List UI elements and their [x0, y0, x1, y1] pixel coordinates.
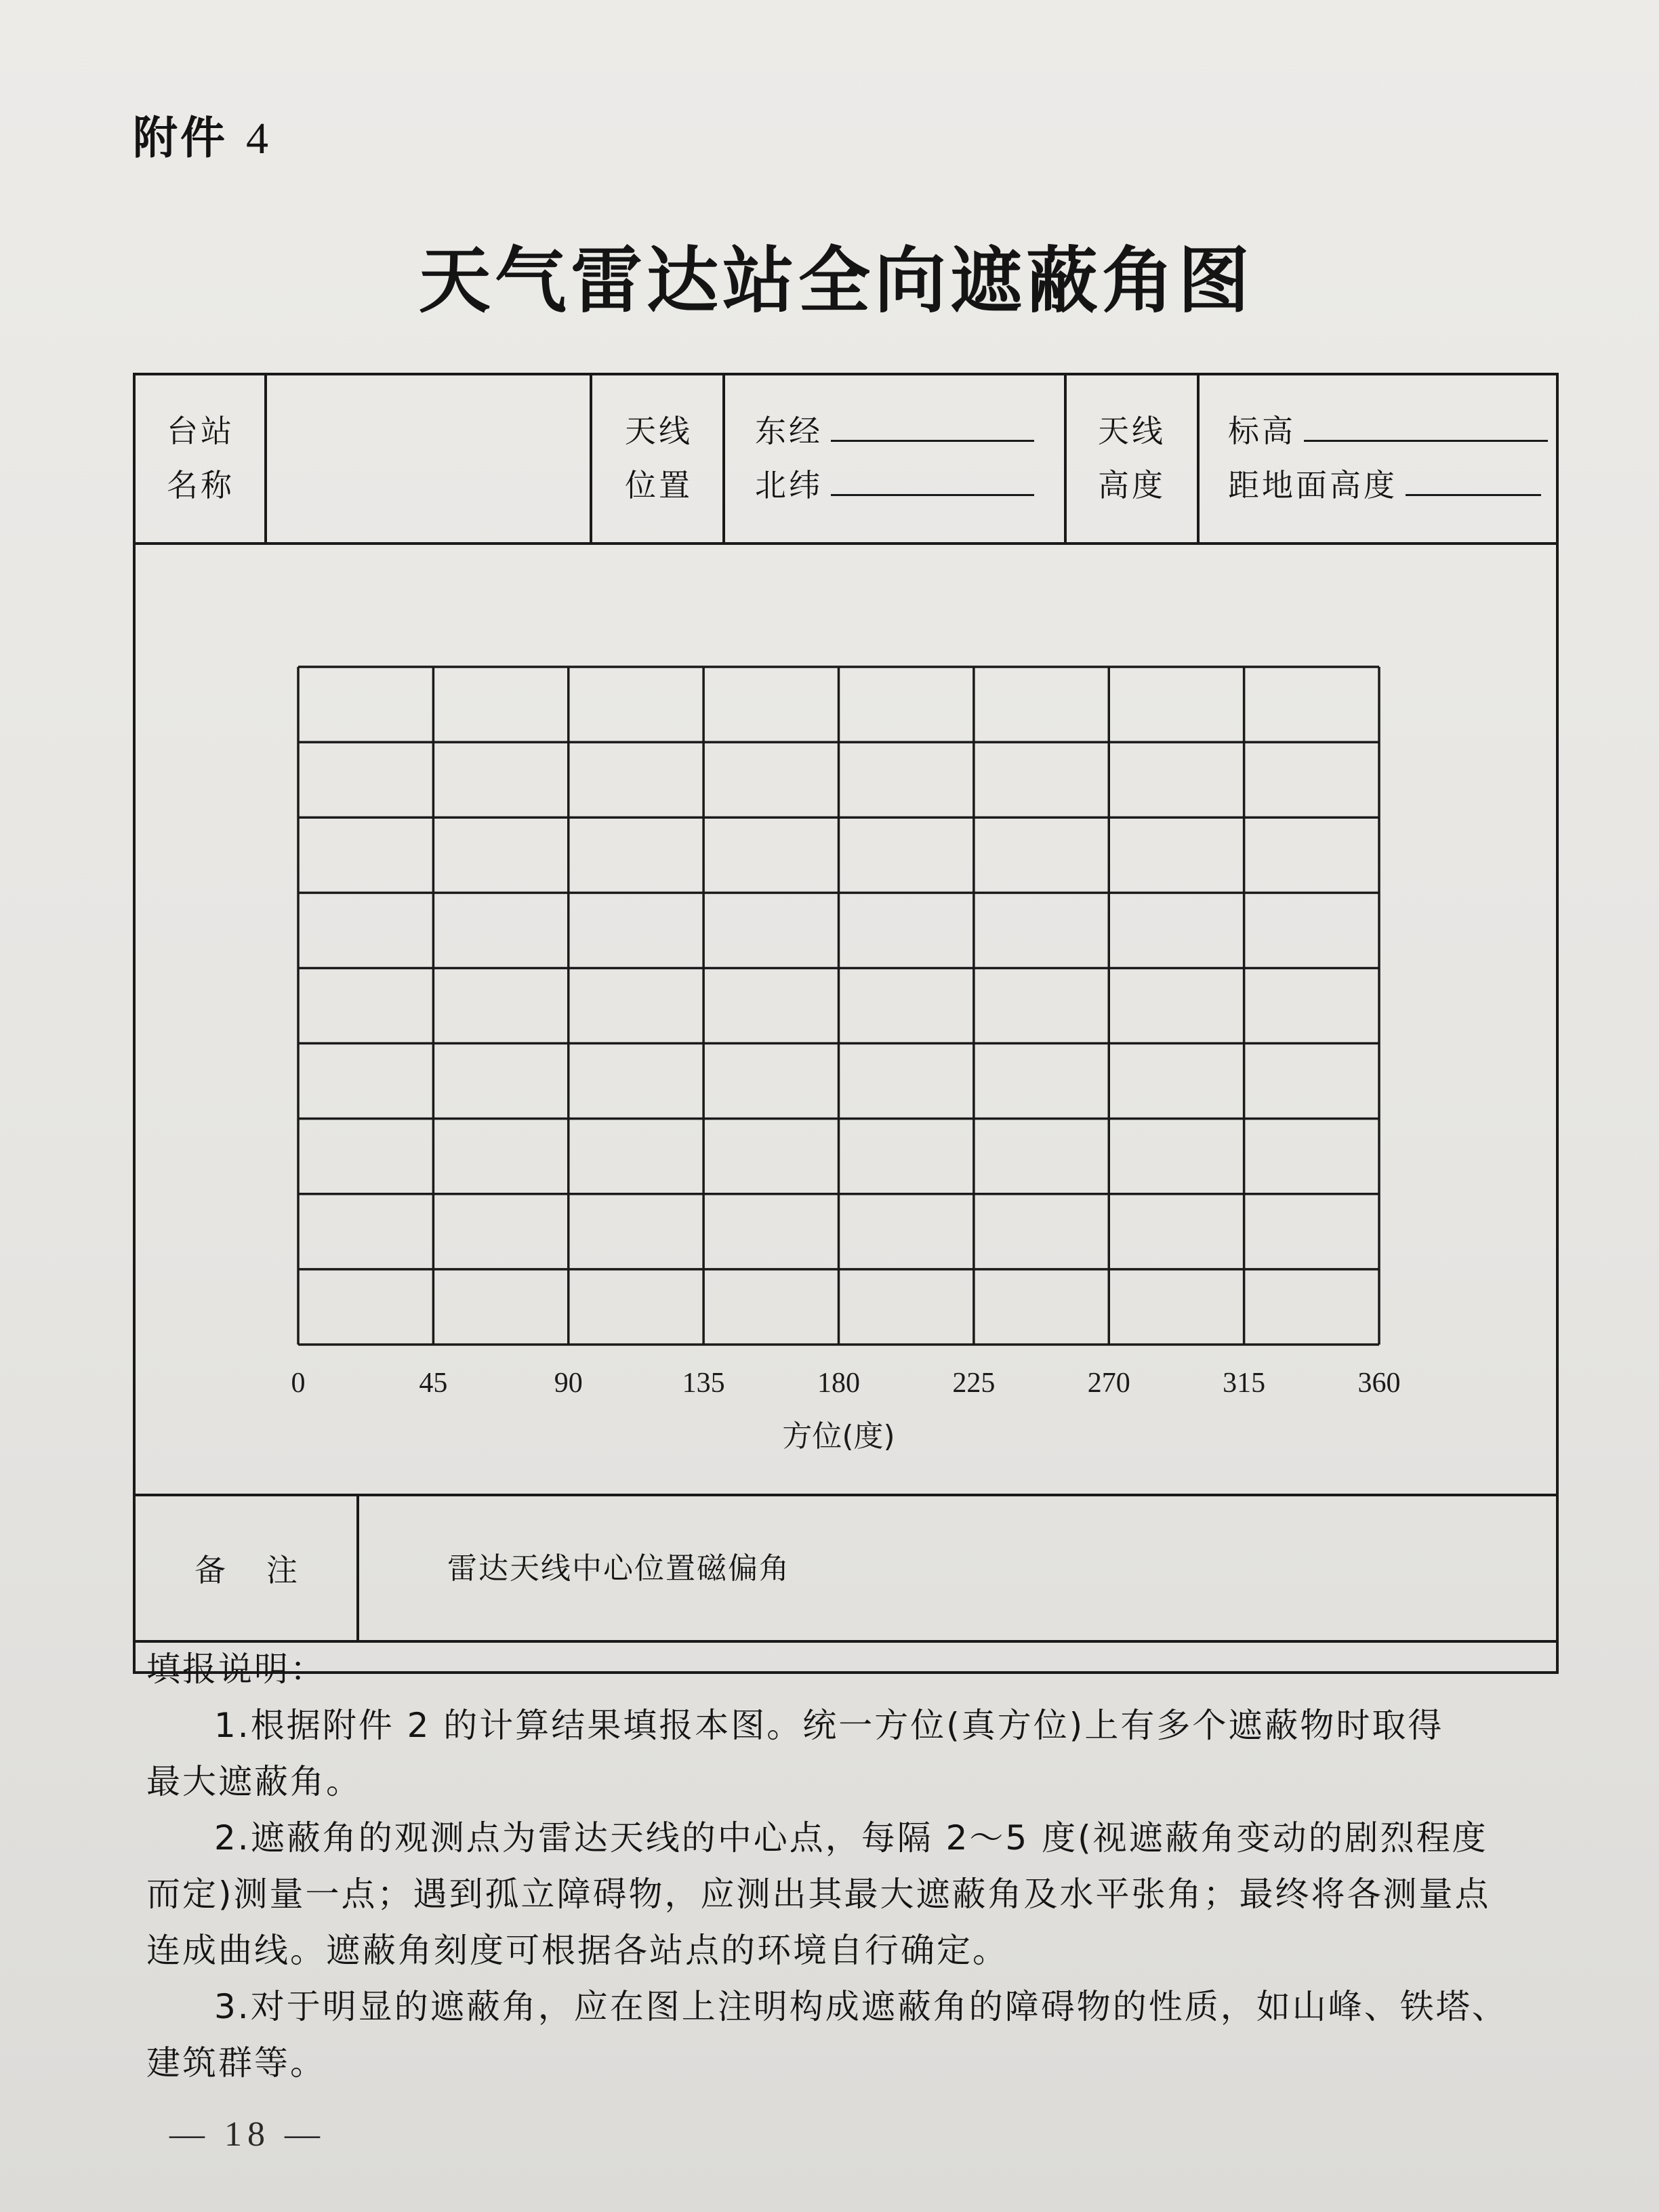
x-tick-label: 180: [817, 1368, 860, 1399]
ground-height-blank[interactable]: [1406, 460, 1541, 496]
instruction-item-2-cont: 而定)测量一点；遇到孤立障碍物，应测出其最大遮蔽角及水平张角；最终将各测量点: [146, 1875, 1491, 1914]
x-tick-label: 135: [682, 1368, 725, 1399]
chart-area: [136, 545, 1556, 1494]
station-info-row: [136, 375, 1556, 545]
instruction-item-1-cont: 最大遮蔽角。: [146, 1762, 362, 1801]
x-tick-label: 270: [1087, 1368, 1130, 1399]
longitude-field[interactable]: [755, 404, 1034, 458]
x-tick-label: 0: [291, 1368, 306, 1399]
station-name-label: 台站 名称: [167, 413, 234, 504]
magnetic-declination-label: 雷达天线中心位置磁偏角: [447, 1551, 790, 1586]
instruction-item-1: 1.根据附件 2 的计算结果填报本图。统一方位(真方位)上有多个遮蔽物时取得: [214, 1706, 1444, 1745]
attachment-label: [133, 102, 271, 166]
instructions: [146, 1641, 1529, 2091]
x-tick-label: 90: [554, 1368, 583, 1399]
page-title: 天气雷达站全向遮蔽角图: [419, 239, 1254, 323]
antenna-position-label: 天线 位置: [625, 413, 693, 504]
column-divider: [590, 375, 592, 542]
shielding-angle-chart: [136, 545, 1556, 1494]
x-tick-label: 45: [419, 1368, 448, 1399]
ground-height-field[interactable]: [1228, 458, 1541, 512]
elevation-field[interactable]: [1228, 404, 1548, 458]
latitude-field[interactable]: [755, 458, 1034, 512]
instruction-item-3-cont: 建筑群等。: [146, 2043, 326, 2083]
longitude-blank[interactable]: [831, 406, 1034, 442]
column-divider: [1064, 375, 1067, 542]
column-divider: [264, 375, 267, 542]
remarks-label: 备注: [136, 1496, 359, 1640]
elevation-label: 标高: [1228, 413, 1296, 449]
instruction-item-3: 3.对于明显的遮蔽角，应在图上注明构成遮蔽角的障碍物的性质，如山峰、铁塔、: [214, 1987, 1508, 2026]
remarks-row: [136, 1494, 1556, 1643]
ground-height-label: 距地面高度: [1228, 467, 1397, 504]
attachment-number: 4: [245, 114, 271, 163]
longitude-label: 东经: [755, 413, 823, 449]
instructions-heading: 填报说明：: [146, 1650, 326, 1689]
page-number: — 18 —: [169, 2115, 325, 2154]
column-divider: [722, 375, 725, 542]
instruction-item-2-cont: 连成曲线。遮蔽角刻度可根据各站点的环境自行确定。: [146, 1931, 1008, 1970]
latitude-blank[interactable]: [831, 460, 1034, 496]
elevation-blank[interactable]: [1304, 406, 1548, 442]
x-tick-label: 225: [952, 1368, 996, 1399]
instruction-item-2: 2.遮蔽角的观测点为雷达天线的中心点，每隔 2～5 度(视遮蔽角变动的剧烈程度: [214, 1818, 1488, 1858]
attachment-prefix: 附件: [133, 112, 228, 164]
x-tick-label: 315: [1223, 1368, 1266, 1399]
latitude-label: 北纬: [755, 467, 823, 504]
antenna-height-label: 天线 高度: [1098, 413, 1166, 504]
column-divider: [1197, 375, 1200, 542]
shielding-angle-form: [133, 373, 1559, 1674]
x-tick-label: 360: [1357, 1368, 1401, 1399]
x-axis-label: 方位(度): [782, 1419, 895, 1454]
